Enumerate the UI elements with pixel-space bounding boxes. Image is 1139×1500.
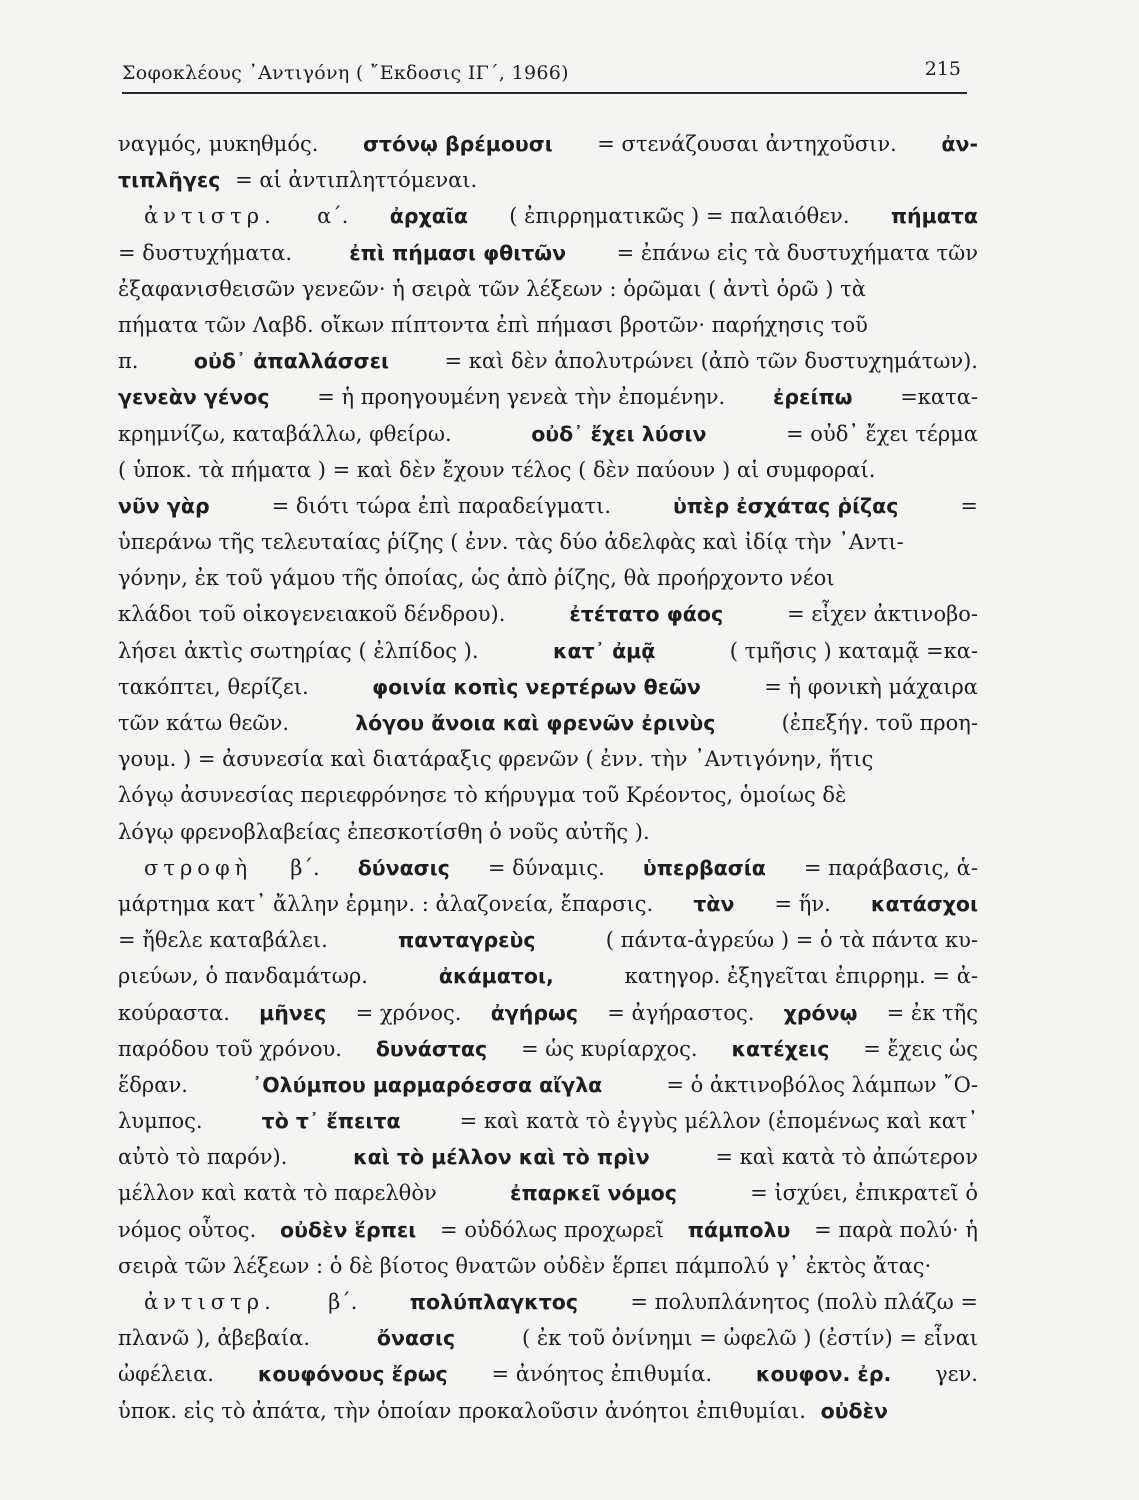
text-line xyxy=(118,596,978,632)
gloss-text: = ἰσχύει, ἐπικρατεῖ ὁ xyxy=(743,1181,978,1206)
headword: ἐτέτατο φάος xyxy=(569,602,724,627)
gloss-text: τῶν κάτω θεῶν. xyxy=(118,711,296,735)
gloss-text: = ὁ ἀκτινοβόλος λάμπων ῎Ο- xyxy=(659,1072,978,1097)
gloss-text: μάρτημα κατ᾿ ἄλλην ἑρμην. : ἀλαζονεία, ἔπαρσις. xyxy=(118,891,660,916)
gloss-text: = καὶ κατὰ τὸ ἐγγὺς μέλλον (ἑπομένως καὶ κατ᾿ xyxy=(452,1109,978,1134)
headword: ἀγήρως xyxy=(490,1000,578,1025)
gloss-text: = δυστυχήματα. xyxy=(118,240,299,265)
headword: κατέχεις xyxy=(731,1036,830,1061)
gloss-text: λυμπος. xyxy=(118,1109,210,1134)
gloss-text: = οὐδ᾿ ἔχει τέρμα xyxy=(779,421,978,446)
text-line xyxy=(118,560,978,596)
headword: ὄνασις xyxy=(376,1326,456,1351)
headword: φοινία κοπὶς νερτέρων θεῶν xyxy=(372,674,701,699)
gloss-text: = οὐδόλως προχωρεῖ xyxy=(433,1217,671,1242)
gloss-text: ὠφέλεια. xyxy=(118,1362,221,1387)
text-line xyxy=(118,633,978,669)
gloss-text: π. xyxy=(118,349,146,374)
gloss-text: = καὶ κατὰ τὸ ἀπώτερον xyxy=(708,1145,978,1170)
text-line xyxy=(118,1031,978,1067)
gloss-text: ( ἐκ τοῦ ὀνίνημι = ὠφελῶ ) (ἐστίν) = εἶναι xyxy=(515,1326,978,1351)
gloss-text: ( τμῆσις ) καταμᾷ =κα- xyxy=(723,638,978,663)
gloss-text: = παρὰ πολύ· ἡ xyxy=(807,1217,978,1242)
gloss-text: = εἶχεν ἀκτινοβο- xyxy=(780,602,978,627)
gloss-text: ( πάντα-ἀγρεύω ) = ὁ τὰ πάντα κυ- xyxy=(599,928,978,953)
headword: οὐδ᾿ ἔχει λύσιν xyxy=(531,421,707,446)
text-line xyxy=(118,1393,978,1429)
headword: δύνασις xyxy=(357,855,450,880)
gloss-text: =κατα- xyxy=(893,385,978,410)
gloss-text: = ἡ προηγουμένη γενεὰ τὴν ἐπομένην. xyxy=(310,385,732,410)
headword: στόνῳ βρέμουσι xyxy=(362,132,553,156)
gloss-text: = παράβασις, ἁ- xyxy=(797,855,978,880)
running-head xyxy=(122,52,967,94)
headword: ἀν- xyxy=(941,132,978,156)
gloss-text: = διότι τώρα ἐπὶ παραδείγματι. xyxy=(264,493,618,518)
gloss-text: ( ὑποκ. τὰ πήματα ) = καὶ δὲν ἔχουν τέλος ( δὲν παύουν ) αἱ συμφοραί. xyxy=(118,457,876,482)
gloss-text: κατηγορ. ἐξηγεῖται ἐπιρρημ. = ἀ- xyxy=(618,964,978,989)
text-line xyxy=(118,235,978,271)
text-line xyxy=(118,705,978,741)
headword: ἀκάματοι, xyxy=(438,964,554,989)
text-line xyxy=(118,850,978,886)
headword: χρόνῳ xyxy=(783,1000,858,1025)
gloss-text: πήματα τῶν Λαβδ. οἴκων πίπτοντα ἐπὶ πήμασι βροτῶν· παρήχησις τοῦ xyxy=(118,312,868,337)
headword: οὐδὲν xyxy=(820,1398,888,1423)
headword: λόγου ἄνοια καὶ φρενῶν ἐρινὺς xyxy=(355,711,716,735)
section-label: στροφὴ xyxy=(144,855,253,880)
headword: οὐδ᾿ ἀπαλλάσσει xyxy=(193,349,390,374)
gloss-text: ( ἐπιρρηματικῶς ) = παλαιόθεν. xyxy=(502,204,857,229)
text-line xyxy=(118,886,978,922)
headword: ᾿Ολύμπου μαρμαρόεσσα αἴγλα xyxy=(251,1072,603,1097)
headword: ἀρχαῖα xyxy=(389,204,468,229)
headword: πήματα xyxy=(890,204,978,229)
gloss-text: τακόπτει, θερίζει. xyxy=(118,674,316,699)
headword: δυνάστας xyxy=(375,1036,488,1061)
gloss-text: = ἐπάνω εἰς τὰ δυστυχήματα τῶν xyxy=(616,240,978,265)
gloss-text: λόγῳ φρενοβλαβείας ἐπεσκοτίσθη ὁ νοῦς αὐτῆς ). xyxy=(118,819,650,844)
headword: ἐπαρκεῖ νόμος xyxy=(510,1181,677,1206)
gloss-text: = αἱ ἀντιπληττόμεναι. xyxy=(228,168,478,193)
gloss-text: πλανῶ ), ἀβεβαία. xyxy=(118,1326,317,1351)
page-number: 215 xyxy=(924,58,961,80)
text-line xyxy=(118,1175,978,1211)
gloss-text: σειρὰ τῶν λέξεων : ὁ δὲ βίοτος θνατῶν οὐδὲν ἕρπει πάμπολύ γ᾿ ἐκτὸς ἄτας· xyxy=(118,1253,932,1278)
commentary-text xyxy=(118,126,978,1429)
headword: οὐδὲν ἕρπει xyxy=(280,1217,417,1242)
headword: τὸ τ᾿ ἔπειτα xyxy=(261,1109,401,1134)
text-line xyxy=(118,1284,978,1320)
gloss-text: = ἀγήραστος. xyxy=(600,1000,762,1025)
gloss-text: = ἔχεις ὡς xyxy=(856,1036,978,1061)
headword: τιπλῆγες xyxy=(118,168,221,193)
text-line xyxy=(118,1139,978,1175)
gloss-text: ριεύων, ὁ πανδαμάτωρ. xyxy=(118,964,375,989)
gloss-text: = ἀνόητος ἐπιθυμία. xyxy=(484,1362,719,1387)
text-line xyxy=(118,814,978,850)
gloss-text: = ἥν. xyxy=(767,891,838,916)
gloss-text: = ἤθελε καταβάλει. xyxy=(118,928,335,953)
gloss-text: παρόδου τοῦ χρόνου. xyxy=(118,1036,349,1061)
text-line xyxy=(118,488,978,524)
gloss-text: = ἐκ τῆς xyxy=(879,1000,978,1025)
gloss-text: α΄. xyxy=(310,204,356,229)
gloss-text: β΄. xyxy=(283,855,327,880)
headword: γενεὰν γένος xyxy=(118,385,270,410)
headword: μῆνες xyxy=(259,1000,327,1025)
text-line xyxy=(118,669,978,705)
gloss-text: κλάδοι τοῦ οἰκογενειακοῦ δένδρου). xyxy=(118,602,513,627)
text-line xyxy=(118,307,978,343)
headword: πανταγρεὺς xyxy=(398,928,536,953)
text-line xyxy=(118,416,978,452)
text-line xyxy=(118,777,978,813)
gloss-text: μέλλον καὶ κατὰ τὸ παρελθὸν xyxy=(118,1181,444,1206)
section-label: ἀντιστρ. xyxy=(144,1290,276,1314)
text-line xyxy=(118,126,978,162)
gloss-text: αὐτὸ τὸ παρόν). xyxy=(118,1145,295,1170)
gloss-text: λήσει ἀκτὶς σωτηρίας ( ἐλπίδος ). xyxy=(118,638,486,663)
running-head-title: Σοφοκλέους ᾿Αντιγόνη ( ῎Εκδοσις ΙΓ΄, 1966) xyxy=(122,62,569,84)
headword: καὶ τὸ μέλλον καὶ τὸ πρὶν xyxy=(353,1145,650,1170)
headword: κατάσχοι xyxy=(870,891,978,916)
gloss-text: ἐξαφανισθεισῶν γενεῶν· ἡ σειρὰ τῶν λέξεων : ὁρῶμαι ( ἀντὶ ὁρῶ ) τὰ xyxy=(118,276,866,301)
text-line xyxy=(118,1320,978,1356)
gloss-text: = ὡς κυρίαρχος. xyxy=(514,1036,705,1061)
gloss-text: (ἐπεξήγ. τοῦ προη- xyxy=(774,711,978,735)
text-line xyxy=(118,271,978,307)
gloss-text: γεν. xyxy=(928,1362,978,1387)
text-line xyxy=(118,1248,978,1284)
headword: ὑπερβασία xyxy=(642,855,766,880)
text-line xyxy=(118,162,978,198)
headword: κουφόνους ἔρως xyxy=(257,1362,448,1387)
text-line xyxy=(118,1067,978,1103)
gloss-text: = ἡ φονικὴ μάχαιρα xyxy=(757,674,978,699)
text-line xyxy=(118,379,978,415)
text-line xyxy=(118,452,978,488)
gloss-text: γουμ. ) = ἀσυνεσία καὶ διατάραξις φρενῶν ( ἐνν. τὴν ᾿Αντιγόνην, ἥτις xyxy=(118,747,874,772)
gloss-text: = xyxy=(953,493,978,518)
headword: πολύπλαγκτος xyxy=(409,1290,579,1314)
gloss-text: = στενάζουσαι ἀντηχοῦσιν. xyxy=(590,132,904,156)
gloss-text: ὑποκ. εἰς τὸ ἀπάτα, τὴν ὁποίαν προκαλοῦσιν ἀνόητοι ἐπιθυμίαι. xyxy=(118,1398,813,1423)
text-line xyxy=(118,741,978,777)
gloss-text: ὑπεράνω τῆς τελευταίας ῥίζης ( ἐνν. τὰς δύο ἀδελφὰς καὶ ἰδίᾳ τὴν ᾿Αντι- xyxy=(118,530,904,555)
headword: ἐρείπω xyxy=(772,385,853,410)
gloss-text: β΄. xyxy=(321,1290,365,1314)
text-line xyxy=(118,198,978,234)
text-line xyxy=(118,995,978,1031)
text-line xyxy=(118,922,978,958)
gloss-text: λόγῳ ἀσυνεσίας περιεφρόνησε τὸ κήρυγμα τοῦ Κρέοντος, ὁμοίως δὲ xyxy=(118,783,847,808)
gloss-text: ναγμός, μυκηθμός. xyxy=(118,132,326,156)
headword: κατ᾿ ἀμᾷ xyxy=(552,638,656,663)
section-label: ἀντιστρ. xyxy=(144,204,276,229)
gloss-text: = πολυπλάνητος (πολὺ πλάζω = xyxy=(623,1290,978,1314)
gloss-text: νόμος οὗτος. xyxy=(118,1217,263,1242)
gloss-text: ἕδραν. xyxy=(118,1072,195,1097)
gloss-text: = καὶ δὲν ἀπολυτρώνει (ἀπὸ τῶν δυστυχημάτων). xyxy=(437,349,978,374)
headword: πάμπολυ xyxy=(687,1217,791,1242)
text-line xyxy=(118,524,978,560)
text-line xyxy=(118,343,978,379)
text-line xyxy=(118,1356,978,1392)
text-line xyxy=(118,1103,978,1139)
gloss-text: κούραστα. xyxy=(118,1000,237,1025)
gloss-text: γόνην, ἐκ τοῦ γάμου τῆς ὁποίας, ὡς ἀπὸ ῥίζης, θὰ προήρχοντο νέοι xyxy=(118,566,835,591)
text-line xyxy=(118,958,978,994)
gloss-text: = χρόνος. xyxy=(348,1000,469,1025)
gloss-text: κρημνίζω, καταβάλλω, φθείρω. xyxy=(118,421,459,446)
headword: ἐπὶ πήμασι φθιτῶν xyxy=(349,240,567,265)
headword: τὰν xyxy=(693,891,735,916)
headword: νῦν γὰρ xyxy=(118,493,210,518)
gloss-text: = δύναμις. xyxy=(481,855,612,880)
headword: ὑπὲρ ἐσχάτας ῥίζας xyxy=(672,493,899,518)
headword: κουφον. ἐρ. xyxy=(755,1362,892,1387)
text-line xyxy=(118,1212,978,1248)
